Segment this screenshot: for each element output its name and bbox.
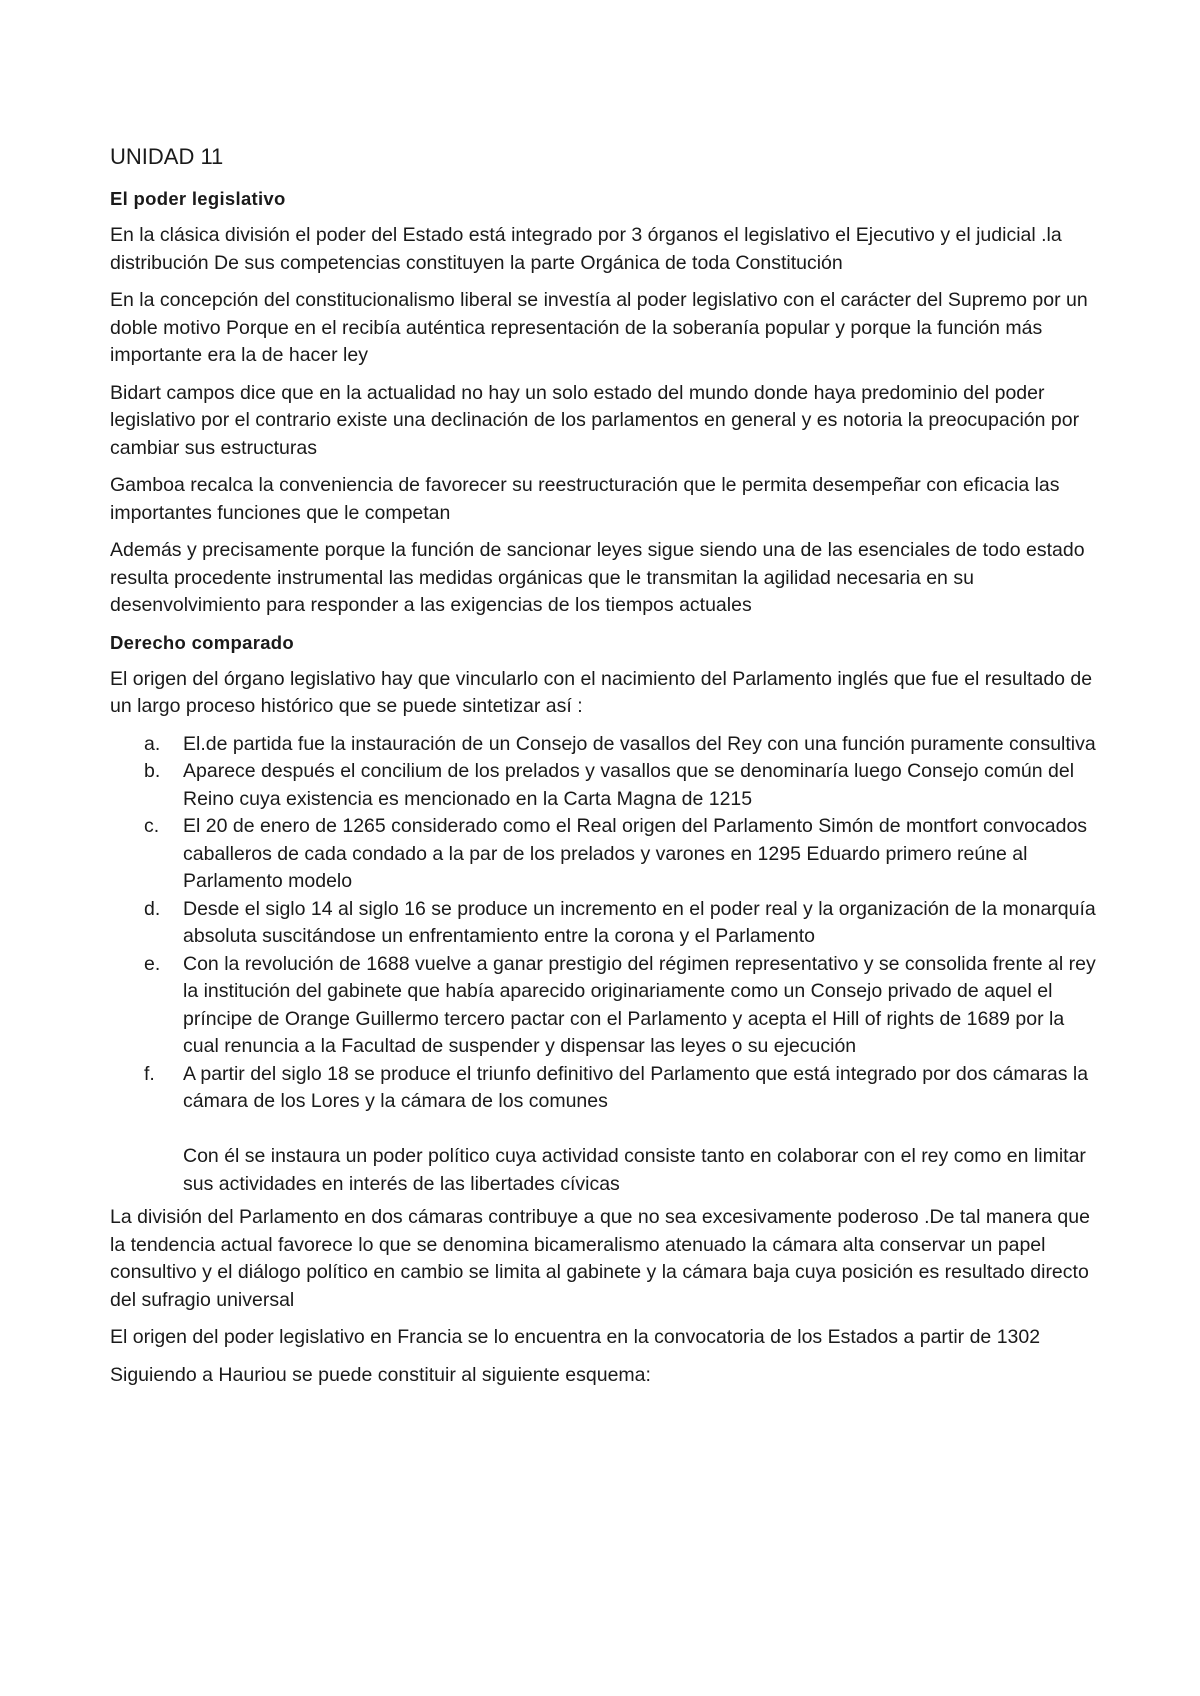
list-item <box>110 813 1100 896</box>
list-item-text: El.de partida fue la instauración de un Consejo de vasallos del Rey con una función puramente consultiva <box>183 732 1096 755</box>
paragraph: El origen del poder legislativo en Francia se lo encuentra en la convocatoria de los Estados a partir de 1302 <box>110 1326 1041 1348</box>
paragraph-intro: El origen del órgano legislativo hay que vincularlo con el nacimiento del Parlamento inglés que fue el resultado de un largo proceso histórico que se puede sintetizar así : <box>110 667 1093 717</box>
unit-title: UNIDAD 11 <box>110 144 224 169</box>
list-marker: f. <box>144 1062 155 1085</box>
list-item <box>110 951 1100 1061</box>
list-item <box>110 758 1100 813</box>
paragraph: Bidart campos dice que en la actualidad no hay un solo estado del mundo donde haya predominio del poder legislativo por el contrario existe una declinación de los parlamentos en general y es notoria la preocupación por cambiar sus estructuras <box>110 381 1080 459</box>
list-continuation-paragraph: Con él se instaura un poder político cuya actividad consiste tanto en colaborar con el rey como en limitar sus actividades en interés de las libertades cívicas <box>183 1145 1086 1195</box>
paragraph: En la concepción del constitucionalismo liberal se investía al poder legislativo con el carácter del Supremo por un doble motivo Porque en el recibía auténtica representación de la soberanía popular y porque la función más importante era la de hacer ley <box>110 289 1088 366</box>
list-item-text: El 20 de enero de 1265 considerado como el Real origen del Parlamento Simón de montfort convocados caballeros de cada condado a la par de los prelados y varones en 1295 Eduardo primero reúne al Parlamento modelo <box>183 815 1088 892</box>
list-marker: a. <box>144 732 161 755</box>
paragraph: Gamboa recalca la conveniencia de favorecer su reestructuración que le permita desempeñar con eficacia las importantes funciones que le competan <box>110 474 1060 524</box>
section-heading-derecho-comparado: Derecho comparado <box>110 631 294 653</box>
paragraph: Además y precisamente porque la función de sancionar leyes sigue siendo una de las esenciales de todo estado resulta procedente instrumental las medidas orgánicas que le transmitan la agilidad necesaria en su desenvolvimiento para responder a las exigencias de los tiempos actuales <box>110 539 1085 616</box>
list-item <box>110 1061 1100 1116</box>
list-item-text: Desde el siglo 14 al siglo 16 se produce un incremento en el poder real y la organización de la monarquía absoluta suscitándose un enfrentamiento entre la corona y el Parlamento <box>183 897 1096 947</box>
paragraph: Siguiendo a Hauriou se puede constituir al siguiente esquema: <box>110 1363 651 1386</box>
list-marker: d. <box>144 897 161 920</box>
list-item-text: Aparece después el concilium de los prelados y vasallos que se denominaría luego Consejo común del Reino cuya existencia es mencionado en la Carta Magna de 1215 <box>183 760 1075 810</box>
paragraph: La división del Parlamento en dos cámaras contribuye a que no sea excesivamente poderoso .De tal manera que la tendencia actual favorece lo que se denomina bicameralismo atenuado la cámara alta conservar un papel consultivo y el diálogo político en cambio se limita al gabinete y la cámara baja cuya posición es resultado directo del sufragio universal <box>110 1206 1090 1311</box>
list-item-text: A partir del siglo 18 se produce el triunfo definitivo del Parlamento que está integrado por dos cámaras la cámara de los Lores y la cámara de los comunes <box>183 1062 1089 1112</box>
list-marker: c. <box>144 815 160 837</box>
list-item <box>110 731 1100 759</box>
list-item-text: Con la revolución de 1688 vuelve a ganar prestigio del régimen representativo y se consolida frente al rey la institución del gabinete que había aparecido originariamente como un Consejo privado de aquel el príncipe de Orange Guillermo tercero pactar con el Parlamento y acepta el Hill of rights de 1689 por la cual renuncia a la Facultad de suspender y dispensar las leyes o su ejecución <box>183 952 1096 1057</box>
document-page <box>110 142 1100 1399</box>
history-list <box>110 731 1100 1116</box>
paragraph: En la clásica división el poder del Estado está integrado por 3 órganos el legislativo el Ejecutivo y el judicial .la distribución De sus competencias constituyen la parte Orgánica de toda Constitución <box>110 224 1062 274</box>
section-heading-poder-legislativo: El poder legislativo <box>110 188 286 209</box>
list-marker: e. <box>144 952 161 975</box>
list-item <box>110 896 1100 951</box>
list-marker: b. <box>144 760 161 782</box>
